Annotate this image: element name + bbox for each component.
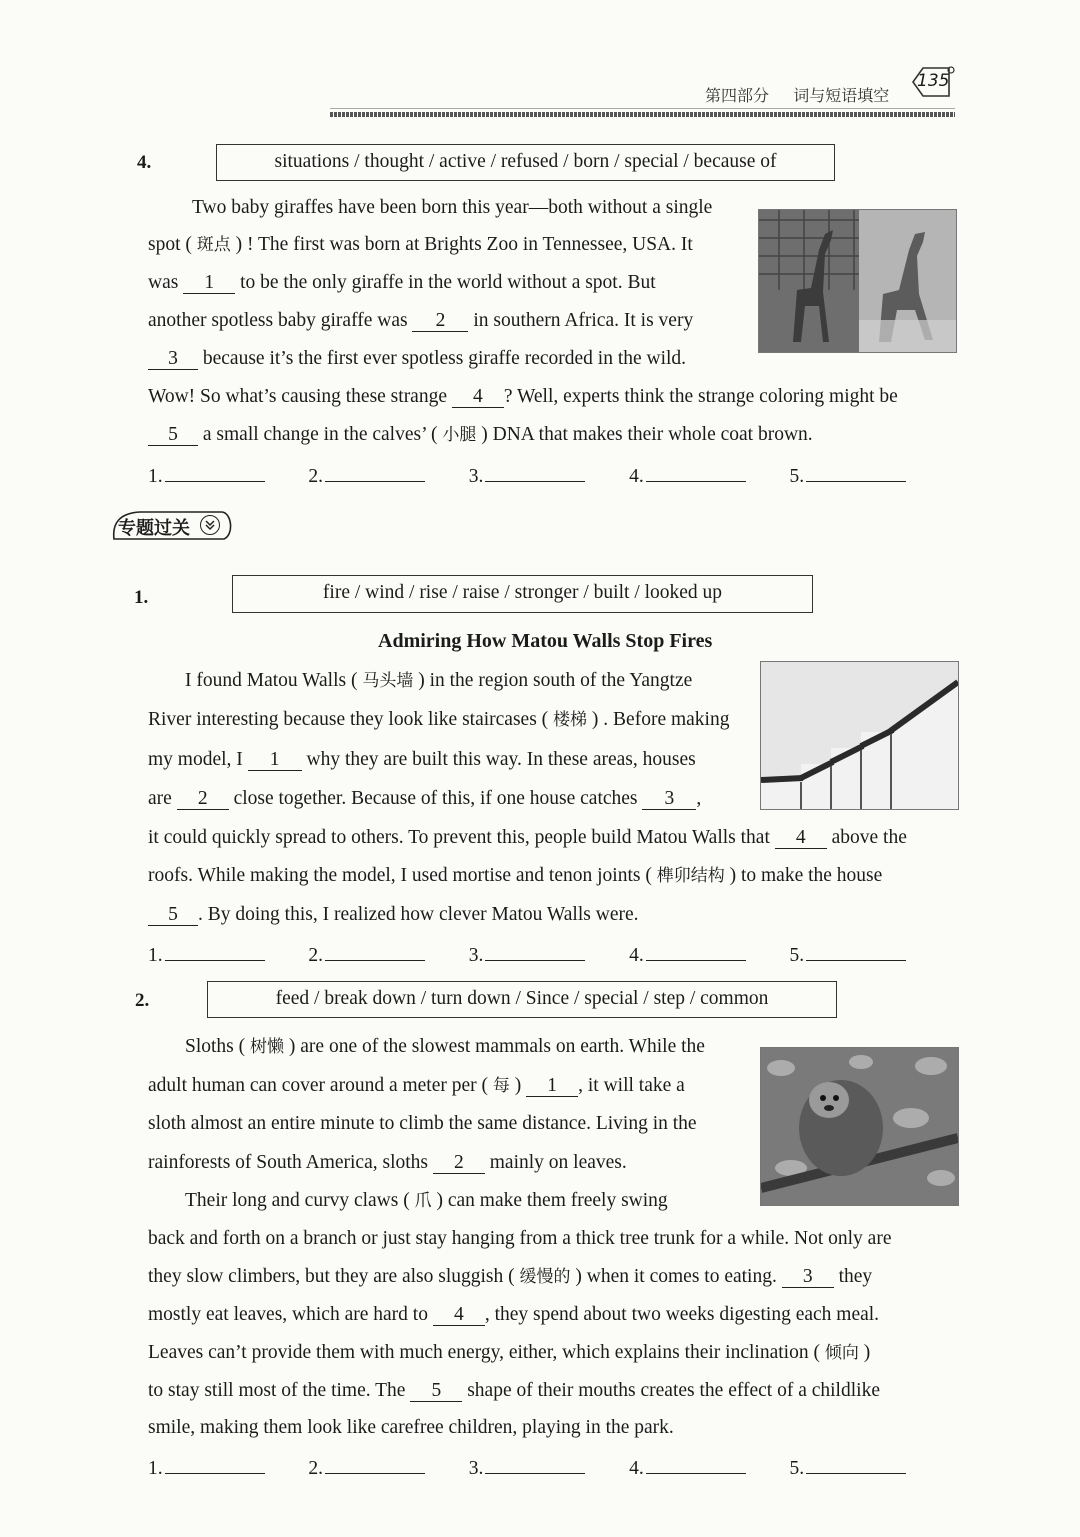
- answer-blank[interactable]: [485, 942, 585, 961]
- header-section: [705, 83, 889, 106]
- passage-line: River interesting because they look like staircases ( 楼梯 ) . Before making: [148, 709, 730, 730]
- passage-line: I found Matou Walls ( 马头墙 ) in the region south of the Yangtze: [185, 670, 693, 691]
- passage-line: smile, making them look like carefree children, playing in the park.: [148, 1417, 674, 1438]
- answer-blank[interactable]: [165, 1455, 265, 1474]
- passage-line: my model, I 1 why they are built this way. In these areas, houses: [148, 749, 696, 770]
- passage-line: roofs. While making the model, I used mortise and tenon joints ( 榫卯结构 ) to make the house: [148, 865, 883, 886]
- blank-1[interactable]: 1: [248, 750, 302, 771]
- passage-line: it could quickly spread to others. To prevent this, people build Matou Walls that 4 above the: [148, 827, 907, 848]
- passage-line: Their long and curvy claws ( 爪 ) can make them freely swing: [185, 1190, 668, 1211]
- answer-row: [148, 942, 906, 967]
- header-rule-thin: [330, 108, 955, 109]
- answer-blank[interactable]: [806, 1455, 906, 1474]
- passage-line: another spotless baby giraffe was 2 in southern Africa. It is very: [148, 310, 694, 331]
- answer-blank[interactable]: [325, 942, 425, 961]
- answer-label: 1.: [148, 945, 163, 966]
- header-rule: [330, 112, 955, 117]
- blank-3[interactable]: 3: [782, 1267, 834, 1288]
- giraffe-photo: [758, 209, 957, 353]
- passage-line: mostly eat leaves, which are hard to 4 , they spend about two weeks digesting each meal.: [148, 1304, 880, 1325]
- answer-blank[interactable]: [485, 463, 585, 482]
- passage-line: was 1 to be the only giraffe in the world without a spot. But: [148, 272, 656, 293]
- question-number: 2.: [135, 990, 150, 1011]
- passage-line: to stay still most of the time. The 5 shape of their mouths creates the effect of a childlike: [148, 1380, 880, 1401]
- passage-line: Leaves can’t provide them with much energy, either, which explains their inclination ( 倾向 ): [148, 1342, 871, 1363]
- answer-blank[interactable]: [325, 463, 425, 482]
- answer-row: [148, 1455, 906, 1480]
- passage-line: back and forth on a branch or just stay hanging from a thick tree trunk for a while. Not only are: [148, 1228, 892, 1249]
- answer-blank[interactable]: [806, 942, 906, 961]
- double-chevron-icon: [200, 515, 220, 535]
- blank-3[interactable]: 3: [642, 789, 696, 810]
- answer-label: 4.: [629, 1458, 644, 1479]
- word-bank: fire / wind / rise / raise / stronger / built / looked up: [232, 575, 813, 613]
- answer-label: 5.: [789, 1458, 805, 1479]
- passage-line: Wow! So what’s causing these strange 4 ? Well, experts think the strange coloring might be: [148, 386, 898, 407]
- answer-label: 4.: [629, 945, 644, 966]
- word-bank: feed / break down / turn down / Since / special / step / common: [207, 981, 837, 1018]
- question-number: 4.: [137, 152, 152, 173]
- answer-blank[interactable]: [646, 1455, 746, 1474]
- answer-label: 3.: [468, 466, 484, 487]
- answer-blank[interactable]: [646, 942, 746, 961]
- answer-label: 3.: [468, 1458, 484, 1479]
- passage-line: adult human can cover around a meter per ( 每 ) 1 , it will take a: [148, 1075, 685, 1096]
- passage-line: 5 . By doing this, I realized how clever Matou Walls were.: [148, 903, 639, 927]
- blank-1[interactable]: 1: [183, 273, 235, 294]
- answer-label: 3.: [468, 945, 484, 966]
- answer-blank[interactable]: [165, 463, 265, 482]
- answer-label: 2.: [308, 466, 323, 487]
- passage-line: Sloths ( 树懒 ) are one of the slowest mammals on earth. While the: [185, 1036, 705, 1057]
- blank-3[interactable]: 3: [148, 349, 198, 370]
- answer-label: 2.: [308, 945, 323, 966]
- blank-1[interactable]: 1: [526, 1076, 578, 1097]
- blank-2[interactable]: 2: [177, 789, 229, 810]
- blank-4[interactable]: 4: [775, 828, 827, 849]
- blank-5[interactable]: 5: [148, 425, 198, 446]
- answer-blank[interactable]: [325, 1455, 425, 1474]
- section-name: 第四部分: [705, 86, 770, 105]
- answer-row: [148, 463, 906, 488]
- section-label-text: 专题过关: [118, 518, 190, 539]
- passage-line: are 2 close together. Because of this, if one house catches 3 ,: [148, 788, 702, 809]
- passage-line: 3 because it’s the first ever spotless giraffe recorded in the wild.: [148, 347, 686, 371]
- answer-label: 5.: [789, 466, 805, 487]
- answer-blank[interactable]: [165, 942, 265, 961]
- page-number-badge: [905, 62, 957, 102]
- blank-2[interactable]: 2: [433, 1153, 485, 1174]
- answer-label: 4.: [629, 466, 644, 487]
- passage-line: sloth almost an entire minute to climb the same distance. Living in the: [148, 1113, 697, 1134]
- topic-name: 词与短语填空: [793, 86, 890, 105]
- answer-label: 1.: [148, 466, 163, 487]
- passage-line: rainforests of South America, sloths 2 mainly on leaves.: [148, 1152, 627, 1173]
- answer-label: 1.: [148, 1458, 163, 1479]
- blank-4[interactable]: 4: [433, 1305, 485, 1326]
- passage-line: 5 a small change in the calves’ ( 小腿 ) DNA that makes their whole coat brown.: [148, 423, 813, 447]
- blank-5[interactable]: 5: [410, 1381, 462, 1402]
- blank-5[interactable]: 5: [148, 905, 198, 926]
- page-number: 135: [917, 71, 950, 91]
- sloth-photo: [760, 1047, 959, 1206]
- passage-line: spot ( 斑点 ) ! The first was born at Brights Zoo in Tennessee, USA. It: [148, 234, 693, 255]
- passage-line: they slow climbers, but they are also sluggish ( 缓慢的 ) when it comes to eating. 3 they: [148, 1266, 873, 1287]
- word-bank: situations / thought / active / refused / born / special / because of: [216, 144, 835, 181]
- matou-walls-photo: [760, 661, 959, 810]
- question-number: 1.: [134, 587, 149, 608]
- answer-blank[interactable]: [485, 1455, 585, 1474]
- section-label: [110, 509, 232, 543]
- passage-line: Two baby giraffes have been born this year—both without a single: [192, 197, 713, 218]
- blank-4[interactable]: 4: [452, 387, 504, 408]
- blank-2[interactable]: 2: [412, 311, 468, 332]
- answer-blank[interactable]: [806, 463, 906, 482]
- answer-blank[interactable]: [646, 463, 746, 482]
- answer-label: 5.: [789, 945, 805, 966]
- passage-title: Admiring How Matou Walls Stop Fires: [378, 630, 713, 652]
- answer-label: 2.: [308, 1458, 323, 1479]
